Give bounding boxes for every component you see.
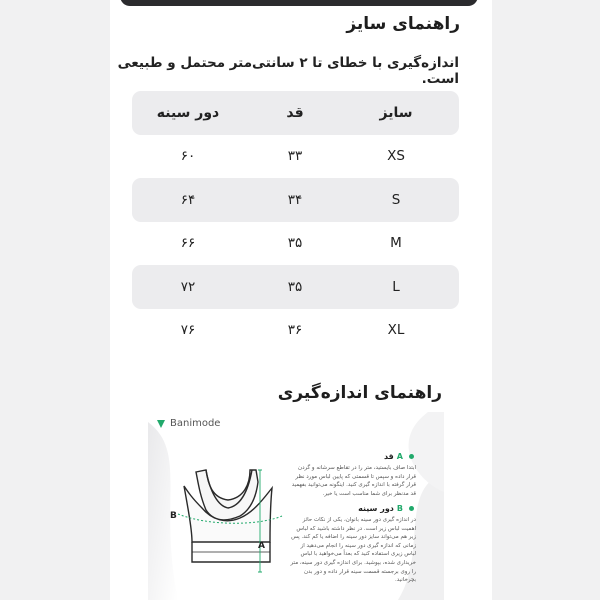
table-row <box>132 222 459 266</box>
cell-size: XS <box>387 148 405 165</box>
size-guide-note: اندازه‌گیری با خطای تا ۲ سانتی‌متر محتمل و طبیعی است. <box>117 55 459 87</box>
column-header-height: قد <box>286 104 304 121</box>
cell-height: ۳۳ <box>287 148 303 165</box>
cell-chest: ۶۴ <box>180 191 196 208</box>
measurement-guide-title: راهنمای اندازه‌گیری <box>277 383 442 403</box>
size-guide-title: راهنمای سایز <box>346 14 460 34</box>
measurement-guide-image <box>148 412 444 600</box>
column-header-size: سایز <box>379 104 413 121</box>
cell-chest: ۶۰ <box>180 148 196 165</box>
table-row <box>132 178 459 222</box>
cell-height: ۳۵ <box>287 278 303 295</box>
cell-size: L <box>392 278 400 295</box>
cell-chest: ۶۶ <box>180 235 196 252</box>
column-header-chest: دور سینه <box>156 104 220 121</box>
point-b-heading <box>358 504 414 513</box>
point-a-label: قد <box>383 452 394 461</box>
brand-name: Banimode <box>170 418 221 429</box>
cell-chest: ۷۲ <box>180 278 196 295</box>
point-a-description: ابتدا صاف بایستید، متر را در تقاطع سرشانه و گردن قرار داده و سپس تا قسمتی که پایین لباس مورد نظر قرار گرفته با اندازه گیری کنید. اینگونه می‌توانید بفهمید قد مدنظر برای شما مناسب است یا خیر. <box>291 465 416 497</box>
point-b-marker: B <box>396 504 403 513</box>
cell-height: ۳۴ <box>287 191 303 208</box>
table-row <box>132 265 459 309</box>
top-bar <box>120 0 478 6</box>
cell-height: ۳۵ <box>287 235 303 252</box>
cell-chest: ۷۶ <box>180 322 196 339</box>
cell-height: ۳۶ <box>287 322 303 339</box>
point-a-heading <box>384 452 414 461</box>
cell-size: XL <box>387 322 405 339</box>
diagram-marker-a: A <box>258 541 265 551</box>
point-a-marker: A <box>396 452 403 461</box>
size-table-header <box>132 91 459 135</box>
point-b-description: در اندازه گیری دور سینه بانوان، یکی از نکات حائز اهمیت لباس زیر است. در نظر داشته باشید که لباس زیر هم می‌تواند سایز دور سینه را اضافه یا کم کند. پس زمانی که اندازه گیری دور سینه را انجام می‌دهید از لباس زیری استفاده کنید که بعداً می‌خواهید با لباس خریداری شده، بپوشید. برای اندازه گیری دور سینه، متر را روی برجسته قسمت سینه قرار داده و دور بدن بچرخانید. <box>290 517 416 584</box>
size-table <box>132 91 459 352</box>
cell-size: S <box>391 191 401 208</box>
diagram-marker-b: B <box>170 511 177 521</box>
green-dot-icon <box>409 454 414 459</box>
product-details-panel <box>110 0 492 600</box>
table-row <box>132 309 459 353</box>
green-dot-icon <box>409 506 414 511</box>
cell-size: M <box>390 235 402 252</box>
point-b-label: دور سینه <box>358 504 394 513</box>
table-row <box>132 135 459 179</box>
